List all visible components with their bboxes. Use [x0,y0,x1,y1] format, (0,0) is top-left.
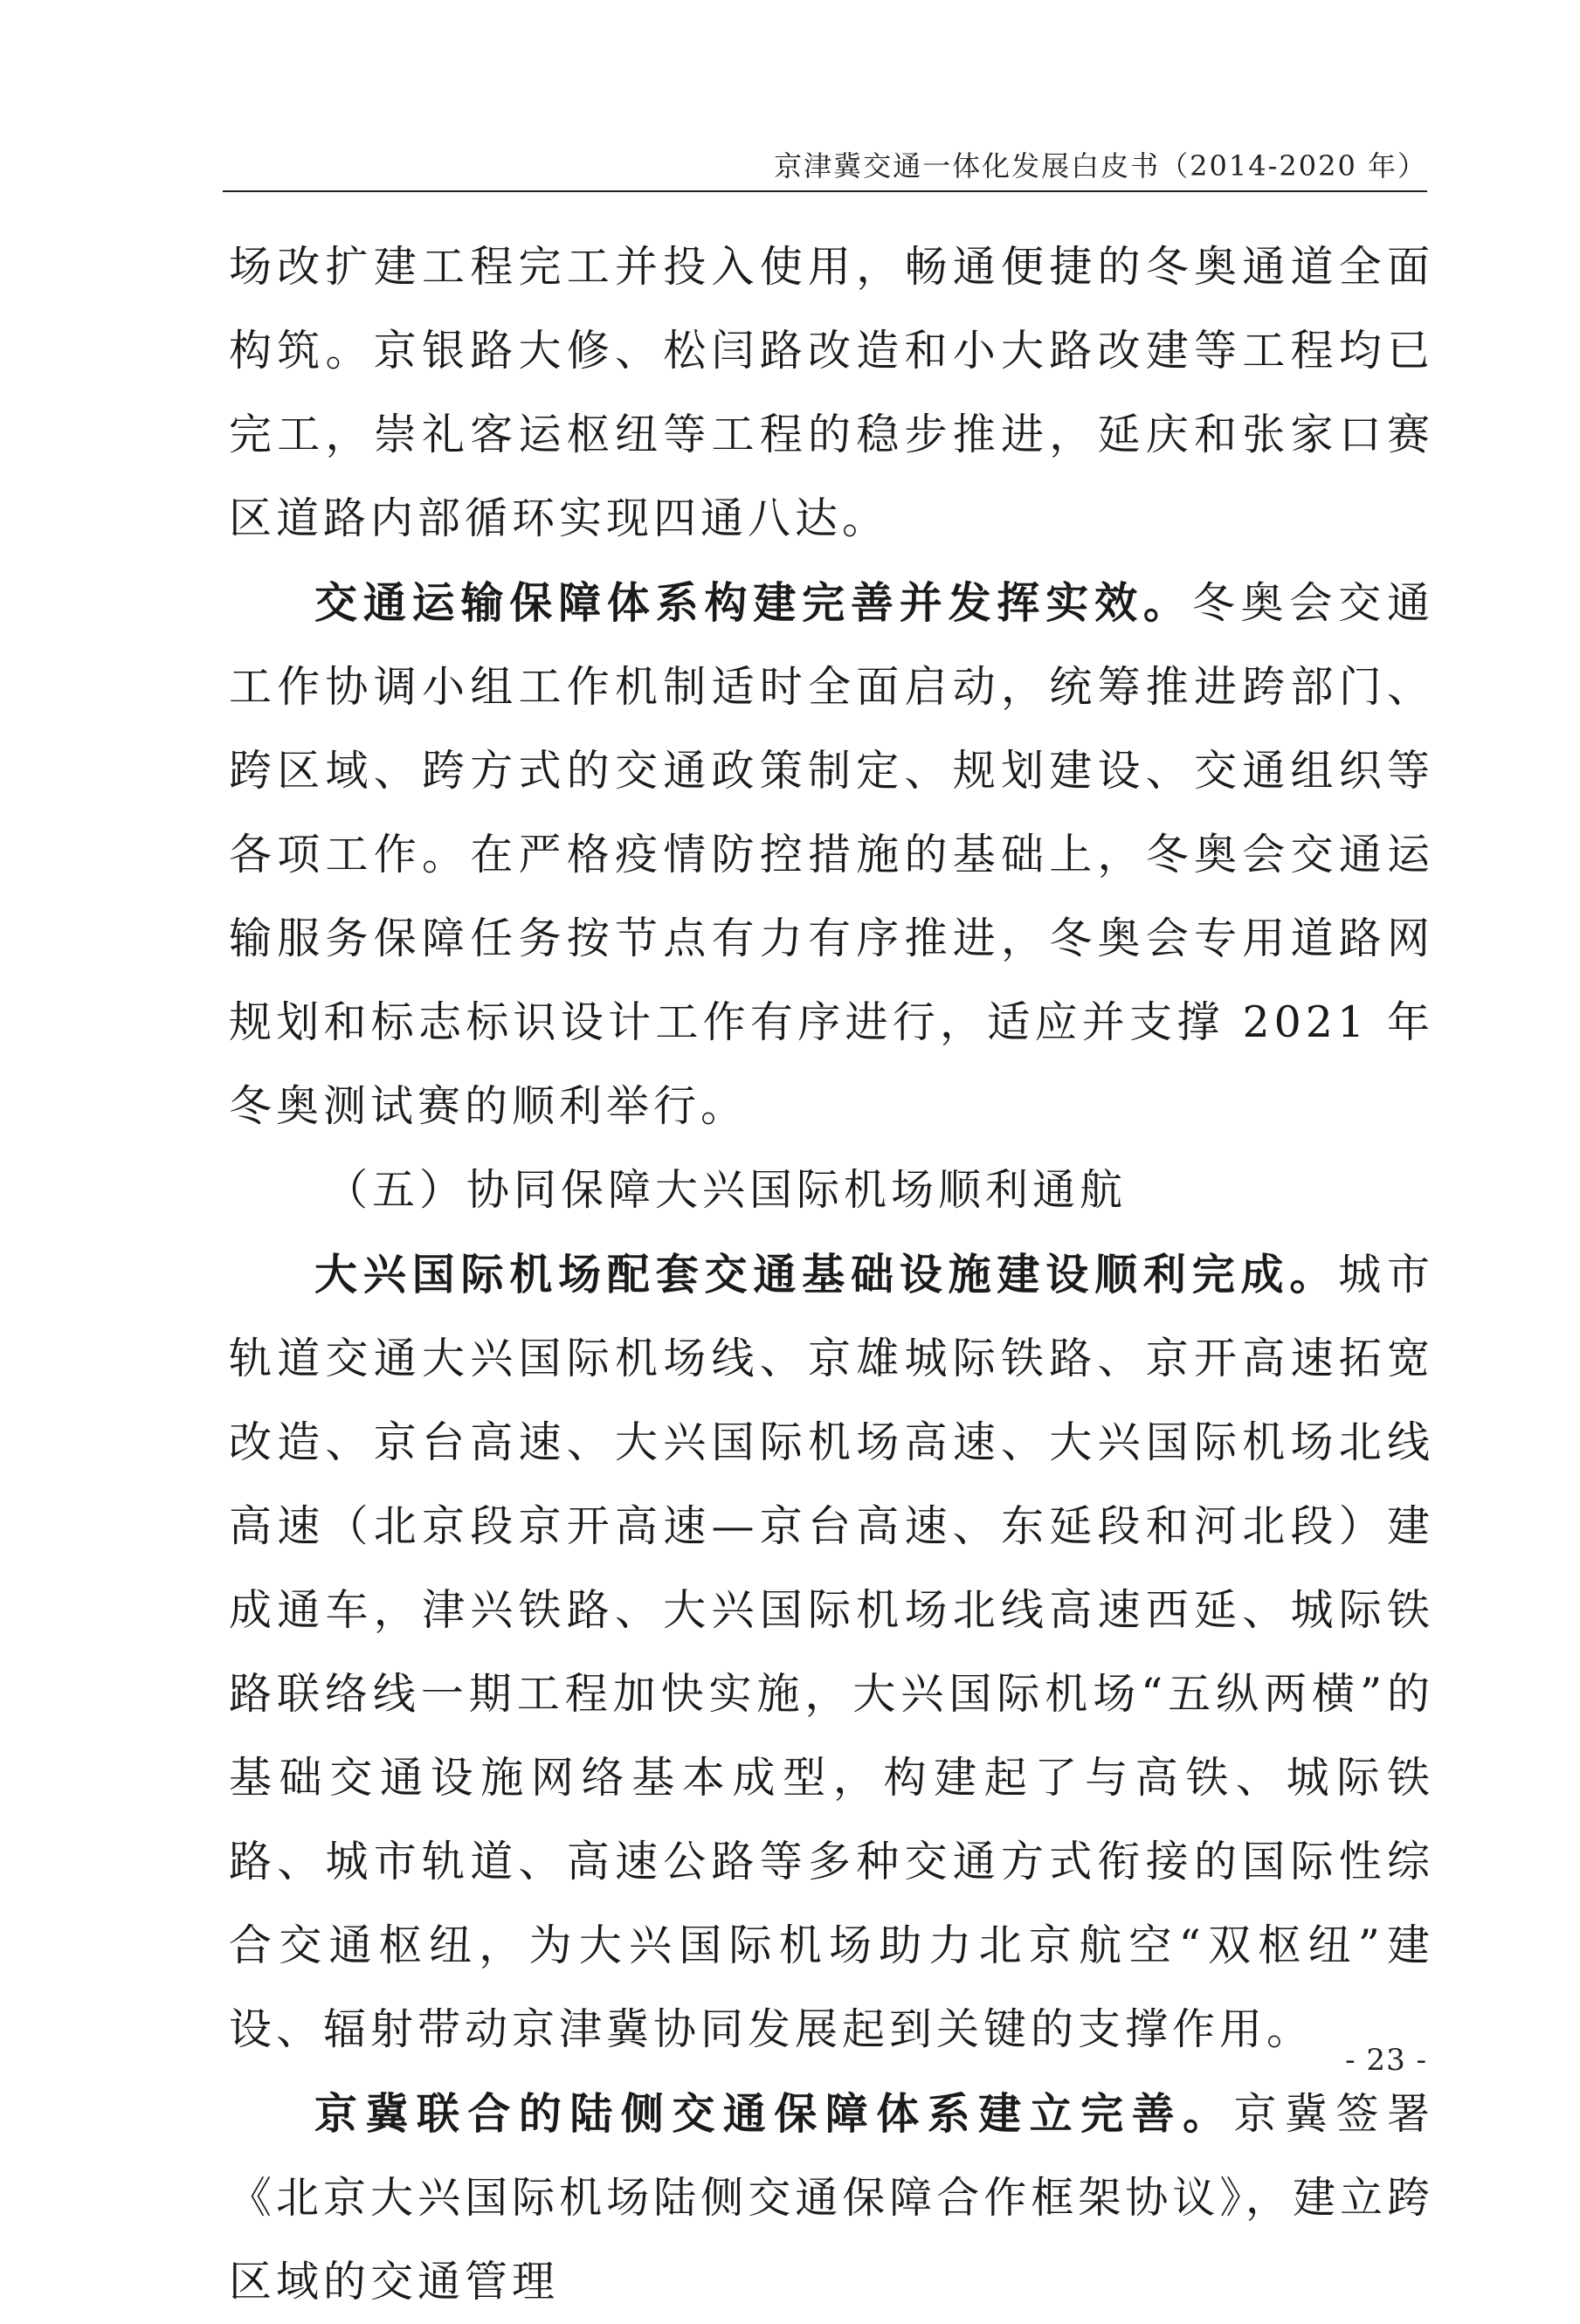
paragraph-transport-guarantee [229,561,1434,1148]
section-heading: （五）协同保障大兴国际机场顺利通航 [325,1165,1128,1215]
page-number: - 23 - [1345,2043,1427,2078]
page-body [229,225,1434,2324]
paragraph-lead: 京冀联合的陆侧交通保障体系建立完善。 [314,2088,1234,2139]
paragraph-lead: 交通运输保障体系构建完善并发挥实效。 [314,577,1192,628]
paragraph-text: 场改扩建工程完工并投入使用，畅通便捷的冬奥通道全面构筑。京银路大修、松闫路改造和小大路改建等工程均已完工，崇礼客运枢纽等工程的稳步推进，延庆和张家口赛区道路内部循环实现四通八达。 [229,242,1434,543]
header-rule [223,190,1427,192]
paragraph-text: 城市轨道交通大兴国际机场线、京雄城际铁路、京开高速拓宽改造、京台高速、大兴国际机场高速、大兴国际机场北线高速（北京段京开高速—京台高速、东延段和河北段）建成通车，津兴铁路、大兴国际机场北线高速西延、城际铁路联络线一期工程加快实施，大兴国际机场“五纵两横”的基础交通设施网络基本成型，构建起了与高铁、城际铁路、城市轨道、高速公路等多种交通方式衔接的国际性综合交通枢纽，为大兴国际机场助力北京航空“双枢纽”建设、辐射带动京津冀协同发展起到关键的支撑作用。 [229,1250,1434,2054]
paragraph-landside-guarantee [229,2072,1434,2324]
paragraph-airport-infrastructure [229,1232,1434,2072]
paragraph-text: 冬奥会交通工作协调小组工作机制适时全面启动，统筹推进跨部门、跨区域、跨方式的交通政策制定、规划建设、交通组织等各项工作。在严格疫情防控措施的基础上，冬奥会交通运输服务保障任务按节点有力有序推进，冬奥会专用道路网规划和标志标识设计工作有序进行，适应并支撑 2021 年冬奥测试赛的顺利举行。 [229,578,1434,1131]
paragraph-continuation [229,225,1434,561]
paragraph-lead: 大兴国际机场配套交通基础设施建设顺利完成。 [314,1249,1339,1300]
paragraph-text: 京冀签署《北京大兴国际机场陆侧交通保障合作框架协议》，建立跨区域的交通管理 [229,2089,1434,2307]
running-header: 京津冀交通一体化发展白皮书（2014-2020 年） [774,149,1427,183]
